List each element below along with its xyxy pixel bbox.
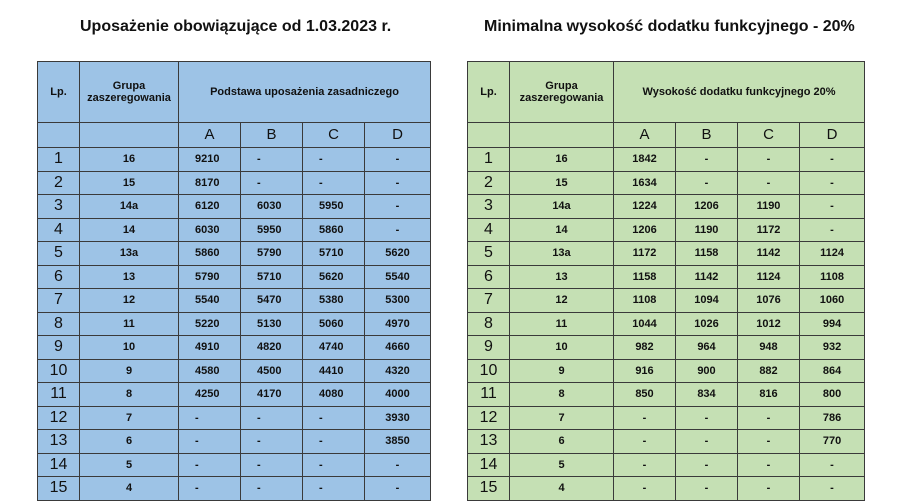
- value-cell-b: 964: [676, 336, 738, 360]
- row-number: 15: [38, 477, 80, 501]
- value-cell-a: 1842: [614, 148, 676, 172]
- value-cell-c: 5710: [303, 242, 365, 266]
- group-cell: 13: [510, 265, 614, 289]
- table-row: [38, 383, 431, 407]
- value-cell-a: -: [614, 430, 676, 454]
- group-cell: 16: [510, 148, 614, 172]
- value-cell-a: 1224: [614, 195, 676, 219]
- group-cell: 5: [510, 453, 614, 477]
- table-row: [38, 359, 431, 383]
- table-row: [468, 218, 865, 242]
- value-cell-b: 1158: [676, 242, 738, 266]
- group-cell: 9: [510, 359, 614, 383]
- value-cell-a: 5860: [179, 242, 241, 266]
- value-cell-d: 864: [800, 359, 865, 383]
- value-cell-c: 1076: [738, 289, 800, 313]
- value-cell-c: 1012: [738, 312, 800, 336]
- value-cell-a: -: [614, 406, 676, 430]
- value-cell-c: -: [303, 453, 365, 477]
- column-letters-row: [38, 123, 431, 148]
- table-row: [38, 336, 431, 360]
- value-cell-c: -: [303, 477, 365, 501]
- salary-table-body: [38, 148, 431, 501]
- value-cell-a: 4250: [179, 383, 241, 407]
- value-cell-d: 4970: [365, 312, 431, 336]
- value-cell-d: 1124: [800, 242, 865, 266]
- group-cell: 16: [80, 148, 179, 172]
- group-cell: 12: [80, 289, 179, 313]
- value-cell-b: 1094: [676, 289, 738, 313]
- value-cell-c: 1172: [738, 218, 800, 242]
- value-cell-d: -: [365, 171, 431, 195]
- row-number: 3: [468, 195, 510, 219]
- row-number: 11: [468, 383, 510, 407]
- table-row: [38, 453, 431, 477]
- value-cell-b: 5130: [241, 312, 303, 336]
- value-cell-d: -: [800, 477, 865, 501]
- value-cell-c: 1142: [738, 242, 800, 266]
- value-cell-b: -: [676, 406, 738, 430]
- value-cell-b: 6030: [241, 195, 303, 219]
- table-row: [468, 453, 865, 477]
- value-cell-b: -: [241, 148, 303, 172]
- value-cell-c: -: [303, 430, 365, 454]
- value-cell-a: 1044: [614, 312, 676, 336]
- value-cell-a: -: [179, 406, 241, 430]
- empty-cell: [38, 123, 80, 148]
- row-number: 1: [468, 148, 510, 172]
- value-cell-d: 4660: [365, 336, 431, 360]
- value-cell-d: 1060: [800, 289, 865, 313]
- group-cell: 9: [80, 359, 179, 383]
- group-cell: 4: [80, 477, 179, 501]
- value-cell-c: 5860: [303, 218, 365, 242]
- value-cell-b: -: [676, 453, 738, 477]
- row-number: 8: [38, 312, 80, 336]
- empty-cell: [80, 123, 179, 148]
- value-cell-d: 4320: [365, 359, 431, 383]
- value-cell-c: 4080: [303, 383, 365, 407]
- table-row: [468, 383, 865, 407]
- value-cell-d: -: [800, 171, 865, 195]
- row-number: 8: [468, 312, 510, 336]
- table-row: [468, 242, 865, 266]
- value-cell-b: -: [241, 430, 303, 454]
- value-cell-c: 882: [738, 359, 800, 383]
- group-cell: 6: [80, 430, 179, 454]
- group-cell: 14: [510, 218, 614, 242]
- value-cell-b: -: [676, 171, 738, 195]
- allowance-table-title: Minimalna wysokość dodatku funkcyjnego - 20%: [484, 18, 855, 35]
- value-cell-b: -: [676, 148, 738, 172]
- column-a-header: A: [614, 123, 676, 148]
- value-cell-c: -: [738, 148, 800, 172]
- empty-cell: [510, 123, 614, 148]
- value-cell-b: 5950: [241, 218, 303, 242]
- value-cell-c: -: [738, 171, 800, 195]
- value-cell-a: 982: [614, 336, 676, 360]
- value-cell-b: 4820: [241, 336, 303, 360]
- value-cell-d: 770: [800, 430, 865, 454]
- row-number: 12: [38, 406, 80, 430]
- table-row: [38, 406, 431, 430]
- value-cell-a: 5220: [179, 312, 241, 336]
- table-row: [38, 265, 431, 289]
- row-number: 6: [468, 265, 510, 289]
- value-cell-a: 1158: [614, 265, 676, 289]
- table-row: [38, 195, 431, 219]
- row-number: 13: [38, 430, 80, 454]
- table-row: [38, 148, 431, 172]
- value-cell-d: 932: [800, 336, 865, 360]
- value-cell-c: 948: [738, 336, 800, 360]
- column-a-header: A: [179, 123, 241, 148]
- value-cell-a: 5540: [179, 289, 241, 313]
- value-cell-a: -: [614, 453, 676, 477]
- value-cell-c: 5060: [303, 312, 365, 336]
- row-number: 14: [38, 453, 80, 477]
- value-cell-a: -: [614, 477, 676, 501]
- value-cell-b: 900: [676, 359, 738, 383]
- table-row: [38, 218, 431, 242]
- salary-table: [37, 61, 431, 501]
- value-cell-d: -: [365, 477, 431, 501]
- value-cell-a: -: [179, 477, 241, 501]
- group-cell: 14a: [80, 195, 179, 219]
- row-number: 7: [38, 289, 80, 313]
- group-cell: 13a: [80, 242, 179, 266]
- row-number: 5: [38, 242, 80, 266]
- value-cell-a: 4580: [179, 359, 241, 383]
- value-cell-a: 6120: [179, 195, 241, 219]
- value-cell-d: 3850: [365, 430, 431, 454]
- value-cell-c: -: [738, 453, 800, 477]
- empty-cell: [468, 123, 510, 148]
- value-cell-d: 994: [800, 312, 865, 336]
- row-number: 15: [468, 477, 510, 501]
- row-number: 4: [38, 218, 80, 242]
- allowance-table-body: [468, 148, 865, 501]
- row-number: 5: [468, 242, 510, 266]
- value-cell-d: 1108: [800, 265, 865, 289]
- value-cell-c: -: [303, 406, 365, 430]
- table-row: [468, 312, 865, 336]
- row-number: 12: [468, 406, 510, 430]
- value-cell-d: 5540: [365, 265, 431, 289]
- row-number: 2: [38, 171, 80, 195]
- group-cell: 7: [80, 406, 179, 430]
- column-d-header: D: [365, 123, 431, 148]
- row-number: 6: [38, 265, 80, 289]
- value-cell-c: -: [738, 406, 800, 430]
- allowance-table: [467, 61, 865, 501]
- group-cell: 8: [80, 383, 179, 407]
- table-row: [468, 171, 865, 195]
- table-row: [468, 289, 865, 313]
- table-row: [468, 336, 865, 360]
- group-cell: 13a: [510, 242, 614, 266]
- table-row: [468, 148, 865, 172]
- value-cell-b: 1142: [676, 265, 738, 289]
- row-number: 10: [38, 359, 80, 383]
- value-cell-d: 4000: [365, 383, 431, 407]
- value-cell-b: 1026: [676, 312, 738, 336]
- value-cell-a: 8170: [179, 171, 241, 195]
- value-cell-c: -: [303, 148, 365, 172]
- value-cell-a: 1172: [614, 242, 676, 266]
- allowance-header: Wysokość dodatku funkcyjnego 20%: [614, 62, 865, 123]
- value-cell-a: 5790: [179, 265, 241, 289]
- value-cell-b: 4170: [241, 383, 303, 407]
- group-cell: 8: [510, 383, 614, 407]
- group-cell: 6: [510, 430, 614, 454]
- table-row: [468, 359, 865, 383]
- row-number: 4: [468, 218, 510, 242]
- value-cell-b: 5710: [241, 265, 303, 289]
- base-salary-header: Podstawa uposażenia zasadniczego: [179, 62, 431, 123]
- table-row: [468, 195, 865, 219]
- group-cell: 12: [510, 289, 614, 313]
- group-cell: 11: [510, 312, 614, 336]
- table-row: [38, 289, 431, 313]
- value-cell-a: 1634: [614, 171, 676, 195]
- value-cell-d: -: [800, 148, 865, 172]
- table-row: [468, 406, 865, 430]
- value-cell-c: 816: [738, 383, 800, 407]
- value-cell-d: -: [365, 195, 431, 219]
- row-number: 7: [468, 289, 510, 313]
- value-cell-b: -: [241, 406, 303, 430]
- row-number: 3: [38, 195, 80, 219]
- value-cell-c: 5620: [303, 265, 365, 289]
- value-cell-d: 5620: [365, 242, 431, 266]
- value-cell-d: -: [800, 195, 865, 219]
- row-number: 11: [38, 383, 80, 407]
- lp-header: Lp.: [38, 62, 80, 123]
- group-cell: 5: [80, 453, 179, 477]
- value-cell-a: 1108: [614, 289, 676, 313]
- lp-header: Lp.: [468, 62, 510, 123]
- table-row: [38, 477, 431, 501]
- value-cell-b: -: [676, 477, 738, 501]
- value-cell-c: 4410: [303, 359, 365, 383]
- group-header: Grupa zaszeregowania: [80, 62, 179, 123]
- value-cell-d: 786: [800, 406, 865, 430]
- value-cell-d: 800: [800, 383, 865, 407]
- value-cell-d: -: [365, 453, 431, 477]
- value-cell-d: -: [365, 218, 431, 242]
- value-cell-b: 5790: [241, 242, 303, 266]
- value-cell-c: -: [303, 171, 365, 195]
- table-row: [468, 265, 865, 289]
- value-cell-b: 4500: [241, 359, 303, 383]
- header-row: [38, 62, 431, 123]
- group-cell: 13: [80, 265, 179, 289]
- group-cell: 7: [510, 406, 614, 430]
- table-row: [38, 171, 431, 195]
- group-header: Grupa zaszeregowania: [510, 62, 614, 123]
- column-b-header: B: [676, 123, 738, 148]
- column-d-header: D: [800, 123, 865, 148]
- value-cell-b: 1206: [676, 195, 738, 219]
- value-cell-a: 9210: [179, 148, 241, 172]
- table-row: [38, 430, 431, 454]
- group-cell: 15: [80, 171, 179, 195]
- value-cell-c: 5380: [303, 289, 365, 313]
- row-number: 10: [468, 359, 510, 383]
- value-cell-b: -: [241, 171, 303, 195]
- row-number: 1: [38, 148, 80, 172]
- group-cell: 14a: [510, 195, 614, 219]
- group-cell: 11: [80, 312, 179, 336]
- group-cell: 10: [80, 336, 179, 360]
- column-b-header: B: [241, 123, 303, 148]
- group-cell: 10: [510, 336, 614, 360]
- value-cell-a: 916: [614, 359, 676, 383]
- value-cell-a: -: [179, 430, 241, 454]
- header-row: [468, 62, 865, 123]
- value-cell-b: -: [241, 453, 303, 477]
- value-cell-b: 5470: [241, 289, 303, 313]
- value-cell-c: 1124: [738, 265, 800, 289]
- value-cell-a: 6030: [179, 218, 241, 242]
- table-row: [468, 430, 865, 454]
- value-cell-a: -: [179, 453, 241, 477]
- value-cell-d: -: [800, 453, 865, 477]
- row-number: 9: [38, 336, 80, 360]
- table-row: [468, 477, 865, 501]
- value-cell-c: 1190: [738, 195, 800, 219]
- value-cell-d: 3930: [365, 406, 431, 430]
- row-number: 13: [468, 430, 510, 454]
- value-cell-a: 850: [614, 383, 676, 407]
- table-row: [38, 242, 431, 266]
- value-cell-b: -: [241, 477, 303, 501]
- value-cell-d: -: [365, 148, 431, 172]
- value-cell-a: 1206: [614, 218, 676, 242]
- value-cell-c: 4740: [303, 336, 365, 360]
- row-number: 9: [468, 336, 510, 360]
- table-row: [38, 312, 431, 336]
- value-cell-d: 5300: [365, 289, 431, 313]
- row-number: 14: [468, 453, 510, 477]
- salary-table-title: Uposażenie obowiązujące od 1.03.2023 r.: [80, 18, 392, 35]
- value-cell-b: 834: [676, 383, 738, 407]
- value-cell-a: 4910: [179, 336, 241, 360]
- value-cell-b: -: [676, 430, 738, 454]
- column-c-header: C: [738, 123, 800, 148]
- value-cell-b: 1190: [676, 218, 738, 242]
- value-cell-c: -: [738, 477, 800, 501]
- value-cell-c: 5950: [303, 195, 365, 219]
- column-letters-row: [468, 123, 865, 148]
- value-cell-d: -: [800, 218, 865, 242]
- group-cell: 14: [80, 218, 179, 242]
- group-cell: 4: [510, 477, 614, 501]
- row-number: 2: [468, 171, 510, 195]
- value-cell-c: -: [738, 430, 800, 454]
- column-c-header: C: [303, 123, 365, 148]
- group-cell: 15: [510, 171, 614, 195]
